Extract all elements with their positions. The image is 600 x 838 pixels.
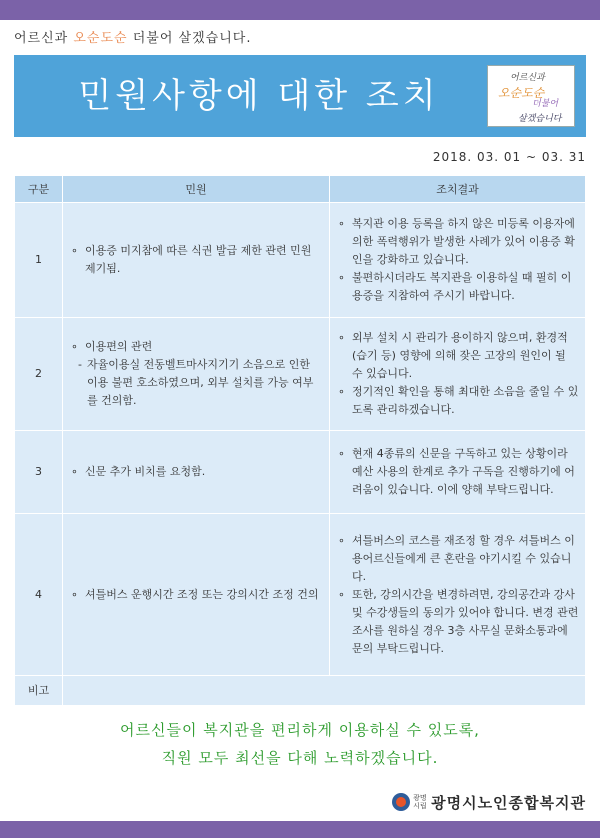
table-row	[15, 318, 586, 431]
result-item	[338, 215, 579, 269]
complaint-cell	[63, 431, 330, 514]
bullet-icon: ∘	[338, 217, 345, 230]
bullet-icon: ∘	[338, 331, 345, 344]
complaint-table	[14, 175, 586, 706]
table-row	[15, 203, 586, 318]
result-item	[338, 532, 579, 586]
header-result: 조치결과	[330, 176, 586, 203]
complaint-cell	[63, 318, 330, 431]
remarks-row	[15, 676, 586, 706]
tagline-accent: 오순도순	[73, 31, 128, 46]
table-row	[15, 514, 586, 676]
bullet-icon: ∘	[338, 587, 345, 601]
tagline-text: 어르신과	[14, 31, 74, 46]
complaint-item	[71, 338, 321, 356]
complaint-text: 이용편의 관련	[85, 340, 153, 353]
row-number: 1	[15, 203, 63, 318]
result-item	[338, 445, 579, 499]
complaint-subtext: 자율이용실 전동벨트마사지기기 소음으로 인한 이용 불편 호소하였으며, 외부 설치를 가능 여부를 건의함.	[87, 358, 314, 407]
result-text: 외부 설치 시 관리가 용이하지 않으며, 환경적(습기 등) 영향에 의해 잦은 고장의 원인이 될 수 있습니다.	[352, 331, 568, 380]
result-cell	[330, 431, 586, 514]
result-item	[338, 329, 579, 383]
tagline-text-end: 더불어 살겠습니다.	[127, 31, 252, 46]
row-number: 4	[15, 514, 63, 676]
page-title: 민원사항에 대한 조치	[78, 76, 440, 116]
dash-icon: -	[78, 358, 82, 371]
bullet-icon: ∘	[338, 271, 345, 284]
complaint-text: 이용증 미지참에 따른 식권 발급 제한 관련 민원 제기됨.	[85, 244, 312, 275]
org-logo-icon	[392, 793, 410, 811]
organization-footer	[392, 790, 586, 814]
result-text: 복지관 이용 등록을 하지 않은 미등록 이용자에 의한 폭력행위가 발생한 사례가 있어 이용증 확인을 강화하고 있습니다.	[352, 217, 575, 266]
org-prefix: 광명 시립	[413, 794, 427, 810]
title-banner	[14, 55, 586, 137]
remarks-label: 비고	[15, 676, 63, 706]
complaint-text: 신문 추가 비치를 요청함.	[85, 465, 206, 478]
remarks-value	[63, 676, 586, 706]
header-complaint: 민원	[63, 176, 330, 203]
org-name: 광명시노인종합복지관	[431, 793, 586, 812]
bullet-icon: ∘	[71, 340, 78, 353]
bullet-icon: ∘	[338, 447, 345, 460]
complaint-text: 셔틀버스 운행시간 조정 또는 강의시간 조정 건의	[85, 587, 319, 601]
closing-line-1: 어르신들이 복지관을 편리하게 이용하실 수 있도록,	[120, 721, 480, 739]
complaint-cell	[63, 514, 330, 676]
result-text: 현재 4종류의 신문을 구독하고 있는 상황이라 예산 사용의 한계로 추가 구독을 진행하기에 어려움이 있습니다. 이에 양해 부탁드립니다.	[352, 447, 575, 496]
result-text: 불편하시더라도 복지관을 이용하실 때 필히 이용증을 지참하여 주시기 바랍니다.	[352, 271, 572, 302]
result-text: 또한, 강의시간을 변경하려면, 강의공간과 강사 및 수강생들의 동의가 있어야 합니다. 변경 관련 조사를 원하실 경우 3층 사무실 문화소통과에 문의 부탁드립니다.	[352, 587, 579, 655]
bottom-decorative-bar	[0, 821, 600, 838]
bullet-icon: ∘	[71, 244, 78, 257]
result-text: 셔틀버스의 코스를 재조정 할 경우 셔틀버스 이용어르신들에게 큰 혼란을 야기시킬 수 있습니다.	[352, 533, 575, 583]
row-number: 3	[15, 431, 63, 514]
complaint-item	[71, 586, 321, 604]
table-row	[15, 431, 586, 514]
complaint-item	[71, 463, 321, 481]
complaint-item	[71, 242, 321, 278]
result-item	[338, 269, 579, 305]
bullet-icon: ∘	[71, 587, 78, 601]
result-cell	[330, 318, 586, 431]
header-category: 구분	[15, 176, 63, 203]
closing-message	[0, 716, 600, 772]
closing-line-2: 직원 모두 최선을 다해 노력하겠습니다.	[161, 749, 439, 767]
result-cell	[330, 514, 586, 676]
tagline	[14, 27, 251, 46]
bullet-icon: ∘	[338, 533, 345, 547]
slogan-logo: 어르신과 오순도순 더불어 살겠습니다	[487, 65, 575, 127]
bullet-icon: ∘	[338, 385, 345, 398]
bullet-icon: ∘	[71, 465, 78, 478]
result-item	[338, 586, 579, 658]
row-number: 2	[15, 318, 63, 431]
date-range: 2018. 03. 01 ~ 03. 31	[432, 150, 586, 164]
top-decorative-bar	[0, 0, 600, 20]
result-item	[338, 383, 579, 419]
result-text: 정기적인 확인을 통해 최대한 소음을 줄일 수 있도록 관리하겠습니다.	[352, 385, 579, 416]
complaint-cell	[63, 203, 330, 318]
result-cell	[330, 203, 586, 318]
complaint-subitem	[71, 356, 321, 410]
